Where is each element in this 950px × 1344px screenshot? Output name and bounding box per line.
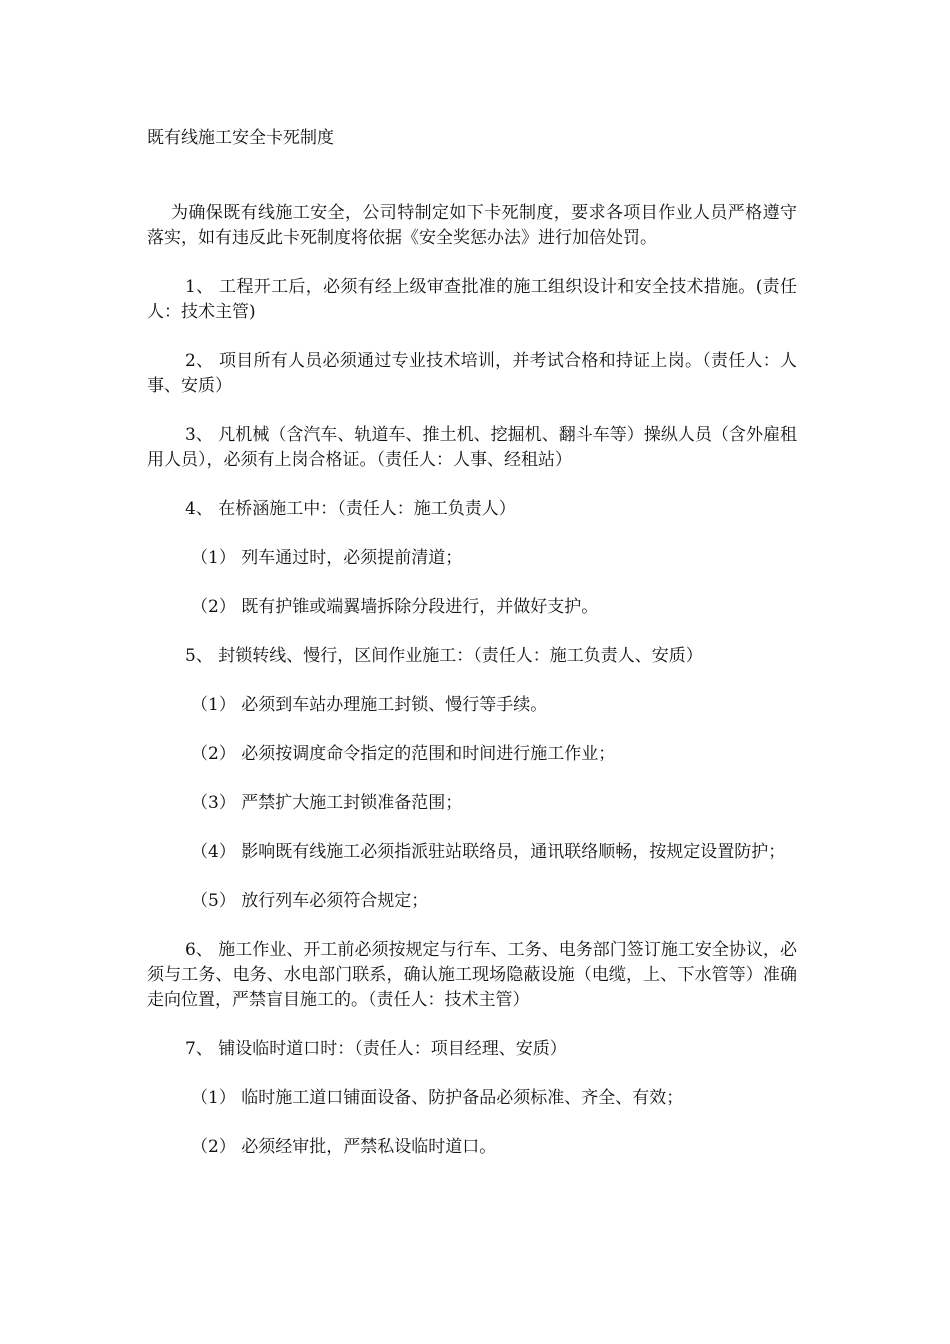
rule-item-6: 6、 施工作业、开工前必须按规定与行车、工务、电务部门签订施工安全协议，必须与工务、电务、水电部门联系，确认施工现场隐蔽设施（电缆，上、下水管等）准确走向位置，严禁盲目施工的。（责任人：技术主管） [147, 940, 797, 1010]
rule-4-subitem-2: （2） 既有护锥或端翼墙拆除分段进行，并做好支护。 [191, 597, 599, 617]
rule-5-subitem-5: （5） 放行列车必须符合规定； [191, 891, 429, 911]
rule-item-1: 1、 工程开工后，必须有经上级审查批准的施工组织设计和安全技术措施。(责任人：技术主管) [147, 277, 797, 322]
rule-5-subitem-2: （2） 必须按调度命令指定的范围和时间进行施工作业； [191, 744, 616, 764]
document-body [147, 201, 797, 1184]
rule-5-subitem-4: （4） 影响既有线施工必须指派驻站联络员，通讯联络顺畅，按规定设置防护； [191, 842, 786, 862]
rule-item-2: 2、 项目所有人员必须通过专业技术培训，并考试合格和持证上岗。（责任人：人事、安质） [147, 351, 797, 396]
rule-5-subitem-3: （3） 严禁扩大施工封锁准备范围； [191, 793, 463, 813]
rule-item-4: 4、 在桥涵施工中：（责任人：施工负责人） [185, 499, 516, 519]
rule-7-subitem-1: （1） 临时施工道口铺面设备、防护备品必须标准、齐全、有效； [191, 1088, 684, 1108]
rule-item-5: 5、 封锁转线、慢行，区间作业施工：（责任人：施工负责人、安质） [185, 646, 703, 666]
rule-item-7: 7、 铺设临时道口时：（责任人：项目经理、安质） [185, 1039, 567, 1059]
document-title: 既有线施工安全卡死制度 [147, 128, 334, 148]
rule-item-3: 3、 凡机械（含汽车、轨道车、推土机、挖掘机、翻斗车等）操纵人员（含外雇租用人员），必须有上岗合格证。（责任人：人事、经租站） [147, 425, 797, 470]
rule-5-subitem-1: （1） 必须到车站办理施工封锁、慢行等手续。 [191, 695, 548, 715]
rule-4-subitem-1: （1） 列车通过时，必须提前清道； [191, 548, 463, 568]
intro-paragraph: 为确保既有线施工安全，公司特制定如下卡死制度，要求各项目作业人员严格遵守落实，如有违反此卡死制度将依据《安全奖惩办法》进行加倍处罚。 [147, 203, 797, 248]
rule-7-subitem-2: （2） 必须经审批，严禁私设临时道口。 [191, 1137, 497, 1157]
